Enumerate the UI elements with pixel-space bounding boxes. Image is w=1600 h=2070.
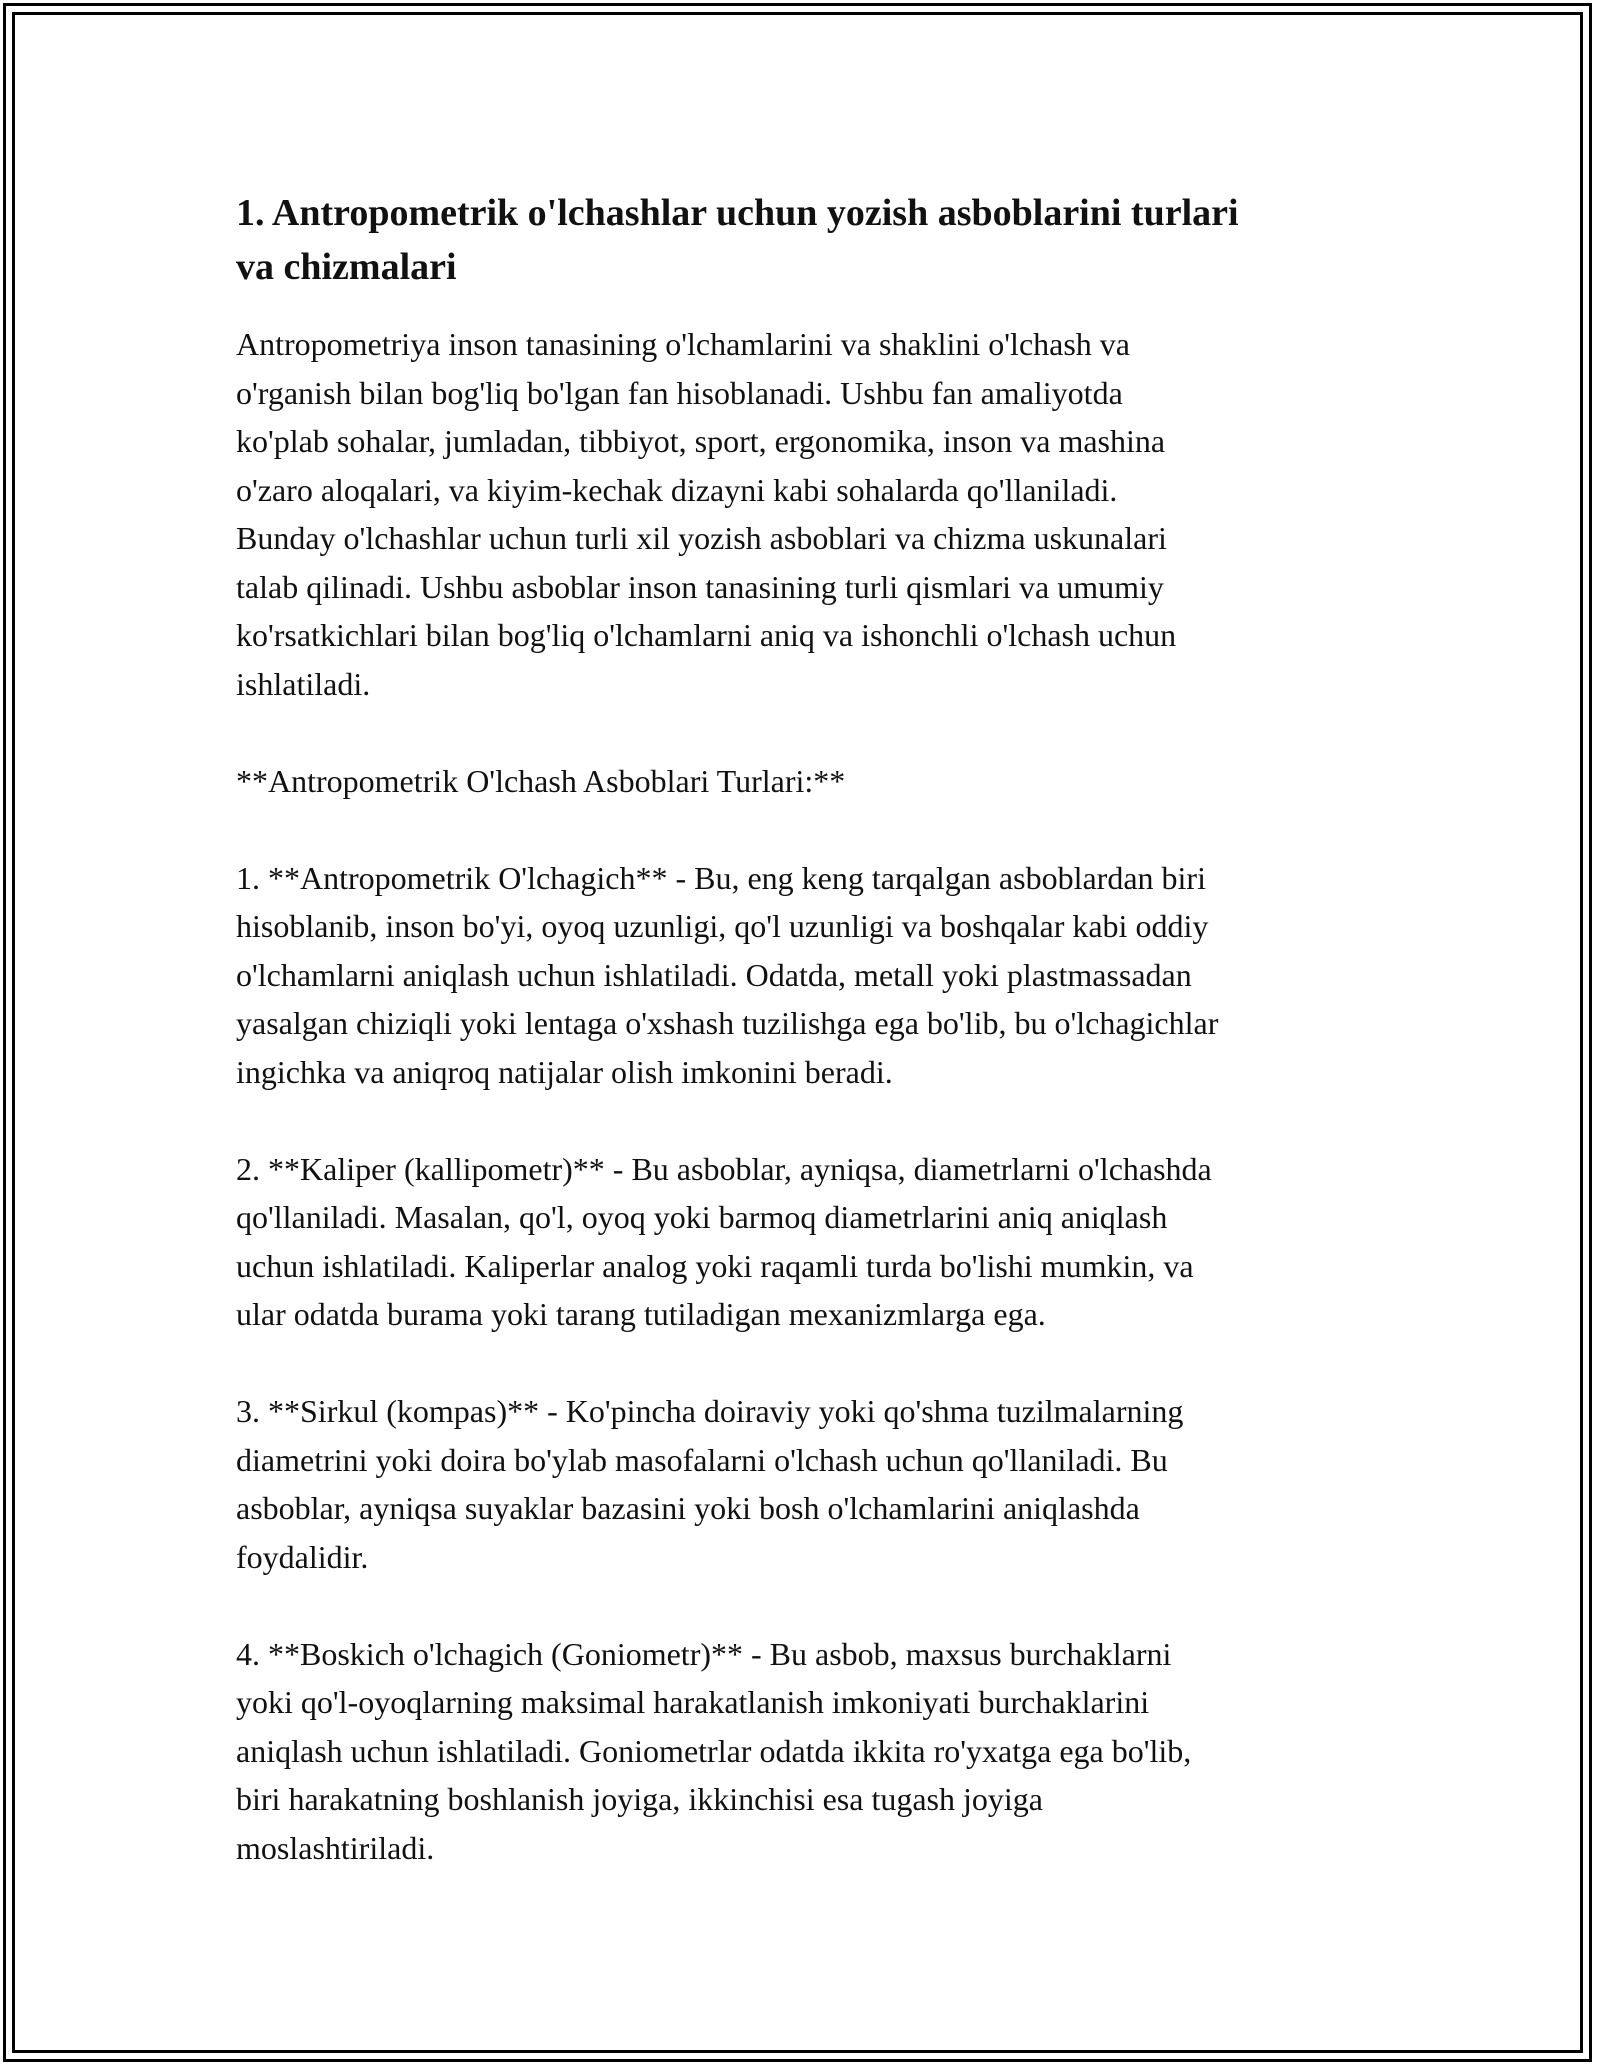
text-line: uchun ishlatiladi. Kaliperlar analog yoki raqamli turda bo'lishi mumkin, va [236,1247,1194,1284]
text-line: diametrini yoki doira bo'ylab masofalarni o'lchash uchun qo'llaniladi. Bu [236,1441,1168,1478]
list-item-4 [236,1630,1386,1873]
text-line: 4. **Boskich o'lchagich (Goniometr)** - Bu asbob, maxsus burchaklarni [236,1635,1172,1672]
text-line: ular odatda burama yoki tarang tutiladigan mexanizmlarga ega. [236,1296,1046,1332]
text-line: ko'plab sohalar, jumladan, tibbiyot, sport, ergonomika, inson va mashina [236,423,1166,459]
text-line: yasalgan chiziqli yoki lentaga o'xshash tuzilishga ega bo'lib, bu o'lchagichlar [236,1005,1219,1041]
text-line: qo'llaniladi. Masalan, qo'l, oyoq yoki barmoq diametrlarini aniq aniqlash [236,1199,1168,1235]
document-body [236,186,1386,1921]
title-line: 1. Antropometrik o'lchashlar uchun yozish asboblarini turlari [236,192,1239,234]
section-heading [236,757,1386,806]
text-line: 1. **Antropometrik O'lchagich** - Bu, eng keng tarqalgan asboblardan biri [236,859,1206,896]
text-line: hisoblanib, inson bo'yi, oyoq uzunligi, qo'l uzunligi va boshqalar kabi oddiy [236,908,1209,944]
text-line: Bunday o'lchashlar uchun turli xil yozish asboblari va chizma uskunalari [236,520,1167,556]
text-line: o'lchamlarni aniqlash uchun ishlatiladi. Odatda, metall yoki plastmassadan [236,956,1192,993]
text-line: ko'rsatkichlari bilan bog'liq o'lchamlarni aniq va ishonchli o'lchash uchun [236,617,1177,653]
title-line: va chizmalari [236,246,457,288]
text-line: **Antropometrik O'lchash Asboblari Turlari:** [236,762,846,799]
intro-paragraph [236,320,1386,708]
text-line: ishlatiladi. [236,665,371,702]
text-line: yoki qo'l-oyoqlarning maksimal harakatlanish imkoniyati burchaklarini [236,1684,1150,1720]
list-item-1 [236,854,1386,1097]
text-line: aniqlash uchun ishlatiladi. Goniometrlar odatda ikkita ro'yxatga ega bo'lib, [236,1732,1192,1769]
list-item-2 [236,1145,1386,1339]
text-line: moslashtiriladi. [236,1829,435,1866]
text-line: 3. **Sirkul (kompas)** - Ko'pincha doiraviy yoki qo'shma tuzilmalarning [236,1393,1184,1429]
text-line: asboblar, ayniqsa suyaklar bazasini yoki bosh o'lchamlarini aniqlashda [236,1490,1140,1526]
text-line: o'zaro aloqalari, va kiyim-kechak dizayni kabi sohalarda qo'llaniladi. [236,471,1118,508]
page-title [236,186,1386,294]
text-line: 2. **Kaliper (kallipometr)** - Bu asboblar, ayniqsa, diametrlarni o'lchashda [236,1150,1212,1187]
text-line: biri harakatning boshlanish joyiga, ikkinchisi esa tugash joyiga [236,1781,1043,1817]
list-item-3 [236,1387,1386,1581]
text-line: o'rganish bilan bog'liq bo'lgan fan hisoblanadi. Ushbu fan amaliyotda [236,374,1123,411]
text-line: ingichka va aniqroq natijalar olish imkonini beradi. [236,1053,893,1090]
text-line: Antropometriya inson tanasining o'lchamlarini va shaklini o'lchash va [236,326,1130,362]
text-line: foydalidir. [236,1538,369,1575]
text-line: talab qilinadi. Ushbu asboblar inson tanasining turli qismlari va umumiy [236,568,1164,605]
